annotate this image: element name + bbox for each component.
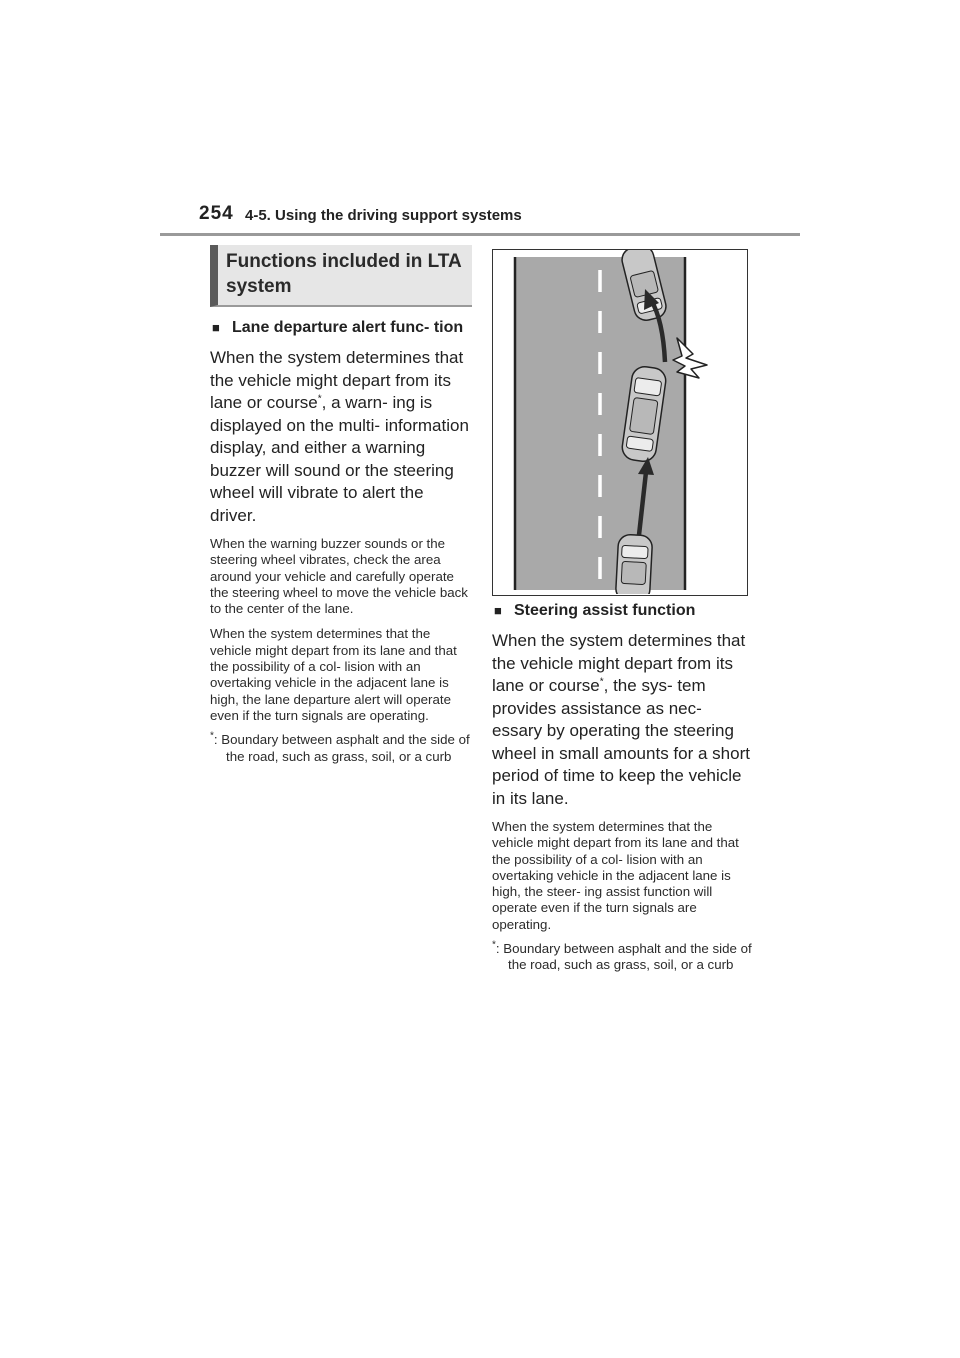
boundary-footnote <box>492 941 754 974</box>
asterisk-mark: * <box>317 393 322 405</box>
steering-assist-heading <box>494 600 754 622</box>
square-bullet-icon: ■ <box>212 320 220 335</box>
lane-departure-illustration <box>492 249 748 596</box>
car-roof <box>629 397 657 434</box>
left-column <box>210 245 472 765</box>
boundary-footnote <box>210 732 472 765</box>
right-column <box>492 600 754 974</box>
header-divider <box>160 233 800 236</box>
subheading-text: Steering assist function <box>514 602 696 619</box>
description-text-b: , the sys- tem provides assistance as nec- essary by operating the steering wheel in small amounts for a short period of time to keep the vehicle in its lane. <box>492 676 750 808</box>
subheading-text: Lane departure alert func- tion <box>232 319 464 336</box>
asterisk-mark: * <box>599 676 604 688</box>
steering-assist-description <box>492 630 754 810</box>
footnote-asterisk: * <box>492 939 496 951</box>
page-number: 254 <box>199 203 234 224</box>
overtaking-vehicle-note: When the system determines that the vehicle might depart from its lane and that the possibility of a col- lision with an overtaking vehicle in the adjacent lane is high, the lane departure alert will operate even if the turn signals are operating. <box>210 626 457 723</box>
warning-buzzer-note: When the warning buzzer sounds or the steering wheel vibrates, check the area around your vehicle and carefully operate the steering wheel to move the vehicle back to the center of the lane. <box>210 536 468 617</box>
car-windshield <box>622 545 649 558</box>
section-title: 4-5. Using the driving support systems <box>245 207 522 224</box>
road-diagram <box>493 250 746 594</box>
description-text-a: When the system determines that the vehicle might depart from its lane or course <box>210 348 464 412</box>
lane-departure-alert-heading <box>212 317 472 339</box>
car-windshield <box>634 378 662 396</box>
vehicle-start <box>615 534 652 594</box>
overtaking-vehicle-note: When the system determines that the vehicle might depart from its lane and that the possibility of a col- lision with an overtaking vehicle in the adjacent lane is high, the steer- ing assist function will operate even if the turn signals are operating. <box>492 819 739 932</box>
lane-departure-description <box>210 347 472 527</box>
car-roof <box>621 561 646 584</box>
footnote-asterisk: * <box>210 730 214 742</box>
page-header <box>199 203 799 233</box>
square-bullet-icon: ■ <box>494 603 502 618</box>
description-text-b: , a warn- ing is displayed on the multi- information display, and either a warning buzzer will sound or the steering wheel will vibrate to alert the driver. <box>210 393 469 525</box>
description-text-a: When the system determines that the vehicle might depart from its lane or course <box>492 631 746 695</box>
lightning-warning-icon <box>673 338 707 378</box>
footnote-text: : Boundary between asphalt and the side of the road, such as grass, soil, or a curb <box>495 941 752 973</box>
footnote-text: : Boundary between asphalt and the side of the road, such as grass, soil, or a curb <box>213 732 470 764</box>
functions-heading: Functions included in LTA system <box>210 245 472 307</box>
